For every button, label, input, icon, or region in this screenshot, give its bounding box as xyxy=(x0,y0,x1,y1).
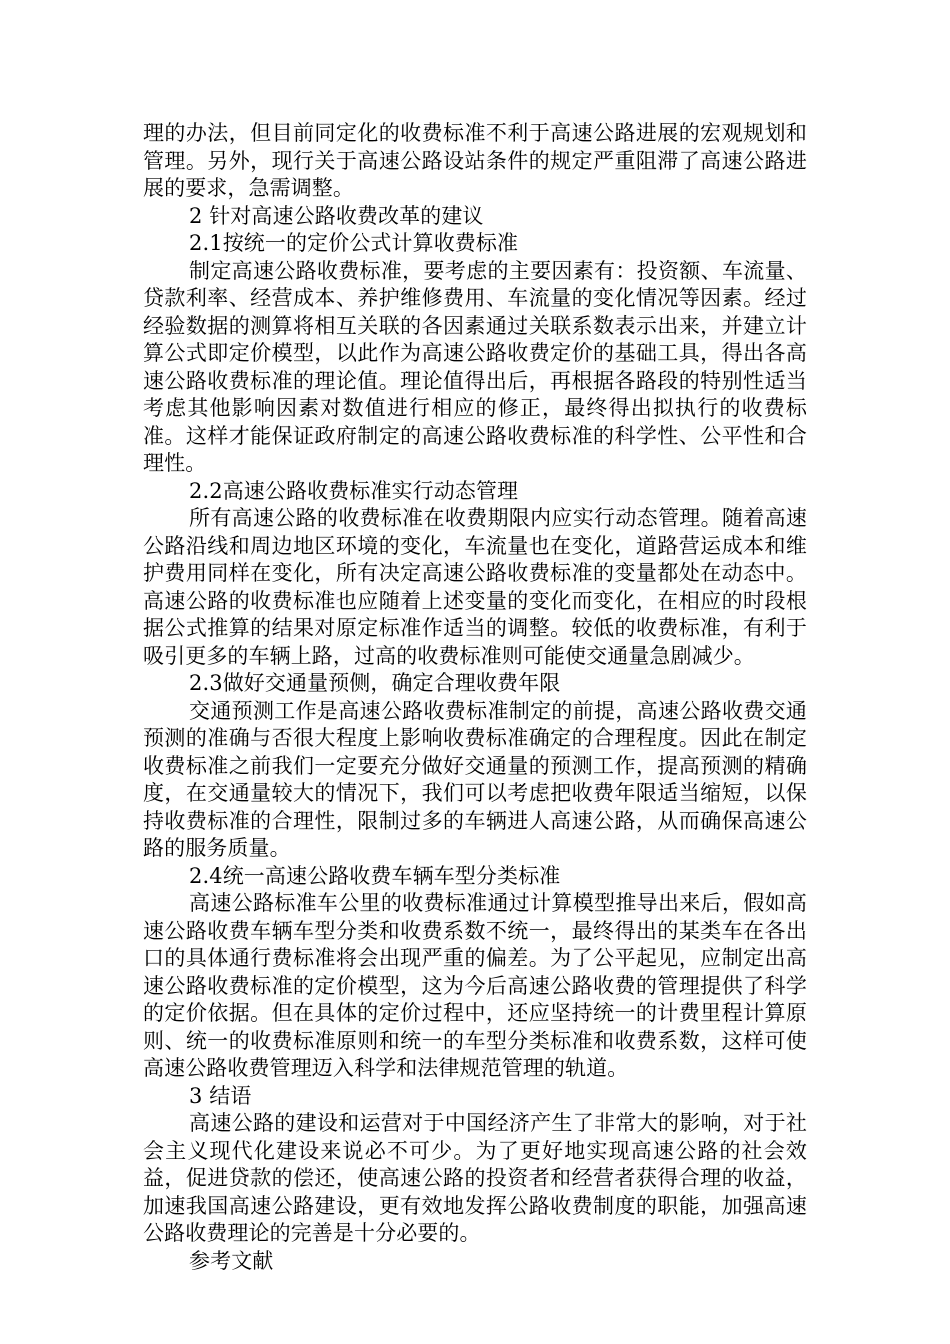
paragraph-2-3: 交通预测工作是高速公路收费标准制定的前提，高速公路收费交通预测的准确与否很大程度上影响收费标准确定的合理程度。因此在制定收费标准之前我们一定要充分做好交通量的预测工作，提高预测的精确度，在交通量较大的情况下，我们可以考虑把收费年限适当缩短，以保持收费标准的合理性，限制过多的车辆进人高速公路，从而确保高速公路的服务质量。 xyxy=(143,698,807,860)
section-heading-2: 2 针对高速公路收费改革的建议 xyxy=(189,203,484,228)
references-heading: 参考文献 xyxy=(189,1248,274,1273)
subsection-heading-2-4: 2.4统一高速公路收费车辆车型分类标准 xyxy=(189,863,561,888)
subsection-heading-2-2: 2.2高速公路收费标准实行动态管理 xyxy=(189,478,519,503)
paragraph-3: 高速公路的建设和运营对于中国经济产生了非常大的影响，对于社会主义现代化建设来说必不可少。为了更好地实现高速公路的社会效益，促进贷款的偿还，使高速公路的投资者和经营者获得合理的收益，加速我国高速公路建设，更有效地发挥公路收费制度的职能，加强高速公路收费理论的完善是十分必要的。 xyxy=(143,1111,807,1245)
document-body xyxy=(143,120,807,1275)
subsection-heading-2-1: 2.1按统一的定价公式计算收费标准 xyxy=(189,231,519,255)
subsection-heading-2-3: 2.3做好交通量预侧，确定合理收费年限 xyxy=(189,671,561,695)
paragraph-2-1: 制定高速公路收费标准，要考虑的主要因素有：投资额、车流量、贷款利率、经营成本、养护维修费用、车流量的变化情况等因素。经过经验数据的测算将相互关联的各因素通过关联系数表示出来，并建立计算公式即定价模型，以此作为高速公路收费定价的基础工具，得出各高速公路收费标准的理论值。理论值得出后，再根据各路段的特别性适当考虑其他影响因素对数值进行相应的修正，最终得出拟执行的收费标准。这样才能保证政府制定的高速公路收费标准的科学性、公平性和合理性。 xyxy=(143,258,807,475)
paragraph-2-4: 高速公路标准车公里的收费标准通过计算模型推导出来后，假如高速公路收费车辆车型分类和收费系数不统一，最终得出的某类车在各出口的具体通行费标准将会出现严重的偏差。为了公平起见，应制定出高速公路收费标准的定价模型，这为今后高速公路收费的管理提供了科学的定价依据。但在具体的定价过程中，还应坚持统一的计费里程计算原则、统一的收费标准原则和统一的车型分类标准和收费系数，这样可使高速公路收费管理迈入科学和法律规范管理的轨道。 xyxy=(143,891,807,1080)
section-heading-3: 3 结语 xyxy=(189,1083,252,1108)
paragraph-continuation: 理的办法，但目前同定化的收费标准不利于高速公路进展的宏观规划和管理。另外，现行关于高速公路设站条件的规定严重阻滞了高速公路进展的要求，急需调整。 xyxy=(143,121,807,200)
paragraph-2-2: 所有高速公路的收费标准在收费期限内应实行动态管理。随着高速公路沿线和周边地区环境的变化，车流量也在变化，道路营运成本和维护费用同样在变化，所有决定高速公路收费标准的变量都处在动态中。高速公路的收费标准也应随着上述变量的变化而变化，在相应的时段根据公式推算的结果对原定标准作适当的调整。较低的收费标准，有利于吸引更多的车辆上路，过高的收费标准则可能使交通量急剧减少。 xyxy=(143,506,807,668)
